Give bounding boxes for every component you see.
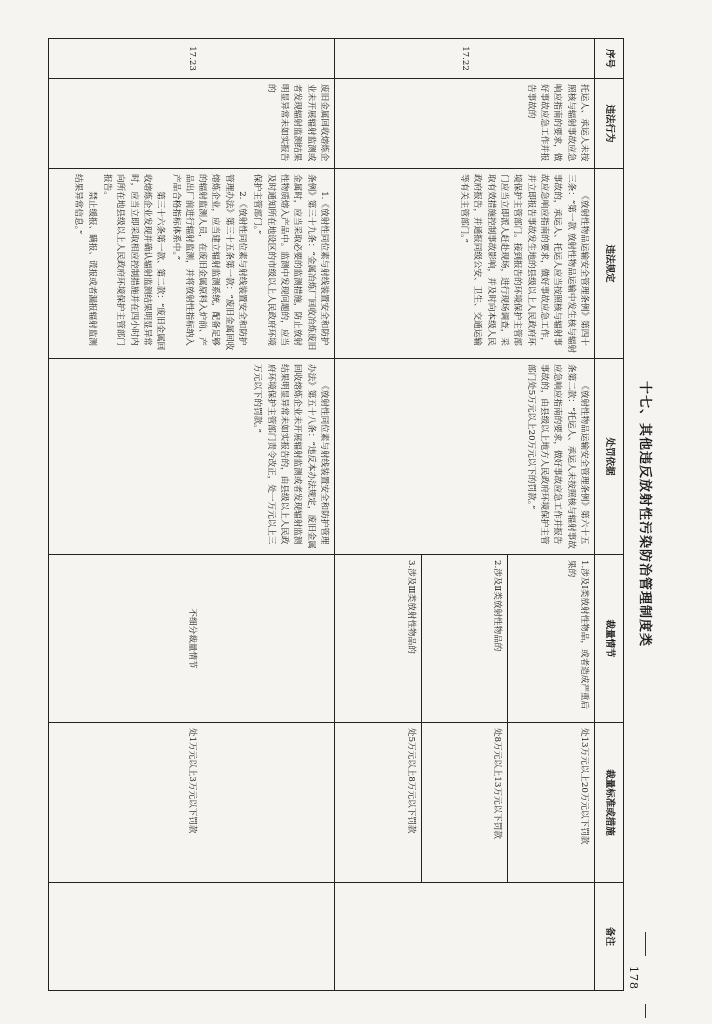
- circumstance-item: 2.涉及Ⅱ类放射性物品的: [422, 555, 509, 722]
- header-note: 备注: [595, 883, 624, 991]
- row-standards: [335, 723, 595, 883]
- row-circumstances: 不细分裁量情节: [49, 555, 335, 723]
- row-act: 托运人、承运人未按照核与辐射事故应急响应指南的要求，做好事故应急工作并报告事故的: [335, 79, 595, 169]
- standard-item: 处8万元以上13万元以下罚款: [422, 723, 509, 882]
- row-rule: [49, 169, 335, 359]
- table-row: [49, 39, 335, 991]
- header-basis: 处罚依据: [595, 359, 624, 555]
- row-note: [335, 883, 595, 991]
- basis-text: 《放射性同位素与射线装置安全和防护管理办法》第五十八条：“违反本办法规定，废旧金属回收熔炼企业未开展辐射监测或者发现辐射监测结果明显异常未如实报告的，由县级以上人民政府环境保护主管部门责令改正，处一万元以上三万元以下的罚款。”: [252, 364, 329, 549]
- rule-paragraph: 1.《放射性同位素与射线装置安全和防护条例》第三十九条：“金属冶炼厂回收冶炼废旧金属时，应当采取必要的监测措施，防止放射性物质熔入产品中。监测中发现问题的，应当及时通知所在地设区的市级以上人民政府环境保护主管部门。”: [252, 174, 329, 351]
- row-note: [49, 883, 335, 991]
- page-number-dash: [645, 932, 646, 956]
- circumstance-item: 3.涉及Ⅲ类放射性物品的: [335, 555, 422, 722]
- rule-text: 《放射性物品运输安全管理条例》第四十三条：“第一款 放射性物品运输中发生核与辐射事故的，承运人、托运人应当按照核与辐射事故应急响应指南的要求，做好事故应急工作，并立即报告事故发生地的县级以上人民政府环境保护主管部门。接到报告的环境保护主管部门应当立即派人赶赴现场，进行现场调查，采取有效措施控制事故影响，并及时向本级人民政府报告，并通报同级公安、卫生、交通运输等有关主管部门。”: [459, 174, 589, 354]
- penalty-table: [48, 38, 624, 991]
- row-circumstances: [335, 555, 595, 723]
- header-standard: 裁量标准或措施: [595, 723, 624, 883]
- rotated-table-region: [48, 38, 660, 990]
- row-rule: [335, 169, 595, 359]
- rule-paragraph: 2.《放射性同位素与射线装置安全和防护管理办法》第三十五条第一款：“废旧金属回收熔炼企业，应当建立辐射监测系统，配备足够的辐射监测人员，在废旧金属原料入炉前、产品出厂前进行辐射监测，并将放射性指标纳入产品合格指标体系中。”: [170, 174, 248, 351]
- header-act: 违法行为: [595, 79, 624, 169]
- page-number-dash: [645, 1004, 646, 1018]
- rule-paragraph: 禁止缓报、瞒报、谎报或者漏报辐射监测结果异常信息。”: [73, 174, 97, 346]
- standard-item: 处13万元以上20万元以下罚款: [579, 728, 589, 845]
- standard-item: 处5万元以上8万元以下罚款: [335, 723, 422, 882]
- row-act: 废旧金属回收熔炼企业未开展辐射监测或者发现辐射监测结果明显异常未如实报告的: [49, 79, 335, 169]
- header-rule: 违法规定: [595, 169, 624, 359]
- row-basis: [49, 359, 335, 555]
- table-caption: 十七、其他违反放射性污染防治管理制度类: [637, 380, 652, 647]
- header-row: [595, 39, 624, 991]
- circumstance-item: 1.涉及Ⅰ类放射性物品，或者造成严重后果的: [565, 560, 589, 710]
- row-seq: 17.23: [49, 39, 335, 79]
- row-basis: [335, 359, 595, 555]
- row-seq: 17.22: [335, 39, 595, 79]
- rule-paragraph: 第三十六条第一款、第二款：“废旧金属回收熔炼企业发现并确认辐射监测结果明显异常时，应当立即采取相应控制措施并在四小时内向所在地县级以上人民政府环境保护主管部门报告。: [102, 174, 166, 351]
- row-standards: 处1万元以上3万元以下罚款: [49, 723, 335, 883]
- basis-text: 《放射性物品运输安全管理条例》第六十五条第二款：“托运人、承运人未按照核与辐射事故应急响应指南的要求，做好事故应急工作并报告事故的，由县级以上地方人民政府环境保护主管部门处5万元以上20万元以下的罚款。”: [525, 364, 589, 549]
- header-circumstances: 裁量情节: [595, 555, 624, 723]
- table-row: [335, 39, 595, 991]
- page-number: 178: [627, 966, 640, 990]
- header-seq: 序号: [595, 39, 624, 79]
